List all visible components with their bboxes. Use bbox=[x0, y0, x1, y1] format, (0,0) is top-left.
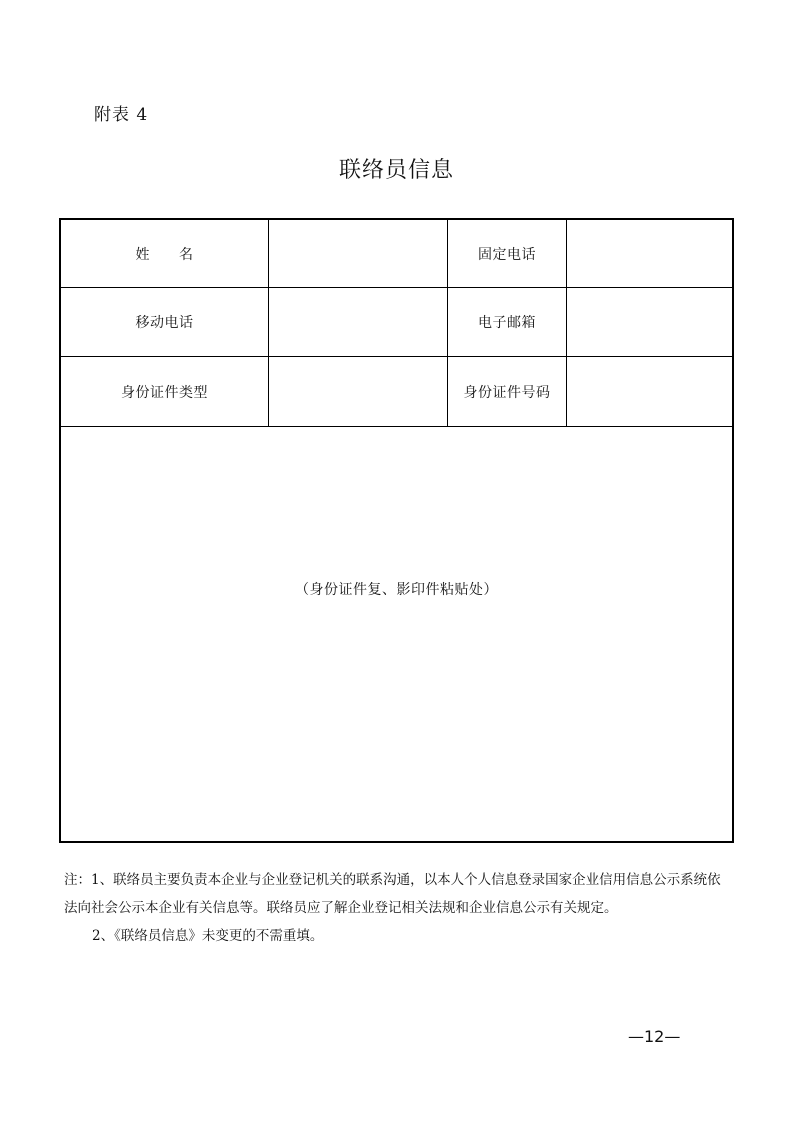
page-number: —12— bbox=[628, 1027, 681, 1046]
page-title: 联络员信息 bbox=[338, 158, 454, 183]
landline-label: 固定电话 bbox=[448, 220, 567, 287]
note-line-1: 注：1、联络员主要负责本企业与企业登记机关的联系沟通，以本人个人信息登录国家企业信用信息公示系统依 bbox=[64, 872, 721, 888]
mobile-field[interactable] bbox=[269, 288, 448, 356]
name-field[interactable] bbox=[269, 220, 448, 287]
form-row-name-phone bbox=[61, 220, 732, 288]
mobile-label: 移动电话 bbox=[61, 288, 269, 356]
id-copy-paste-area bbox=[61, 427, 732, 841]
appendix-label: 附表 4 bbox=[94, 105, 149, 125]
name-label: 姓 名 bbox=[61, 220, 269, 287]
form-row-mobile-email bbox=[61, 288, 732, 357]
email-field[interactable] bbox=[567, 288, 732, 356]
note-line-3: 2、《联络员信息》未变更的不需重填。 bbox=[92, 928, 324, 944]
id-copy-paste-hint: （身份证件复、影印件粘贴处） bbox=[295, 582, 498, 598]
note-line-2: 法向社会公示本企业有关信息等。联络员应了解企业登记相关法规和企业信息公示有关规定。 bbox=[64, 900, 618, 916]
form-row-id bbox=[61, 357, 732, 427]
id-type-label: 身份证件类型 bbox=[61, 357, 269, 426]
email-label: 电子邮箱 bbox=[448, 288, 567, 356]
id-number-label: 身份证件号码 bbox=[448, 357, 567, 426]
landline-field[interactable] bbox=[567, 220, 732, 287]
id-number-field[interactable] bbox=[567, 357, 732, 426]
id-type-field[interactable] bbox=[269, 357, 448, 426]
contact-info-form bbox=[59, 218, 734, 843]
notes-section bbox=[64, 866, 736, 950]
